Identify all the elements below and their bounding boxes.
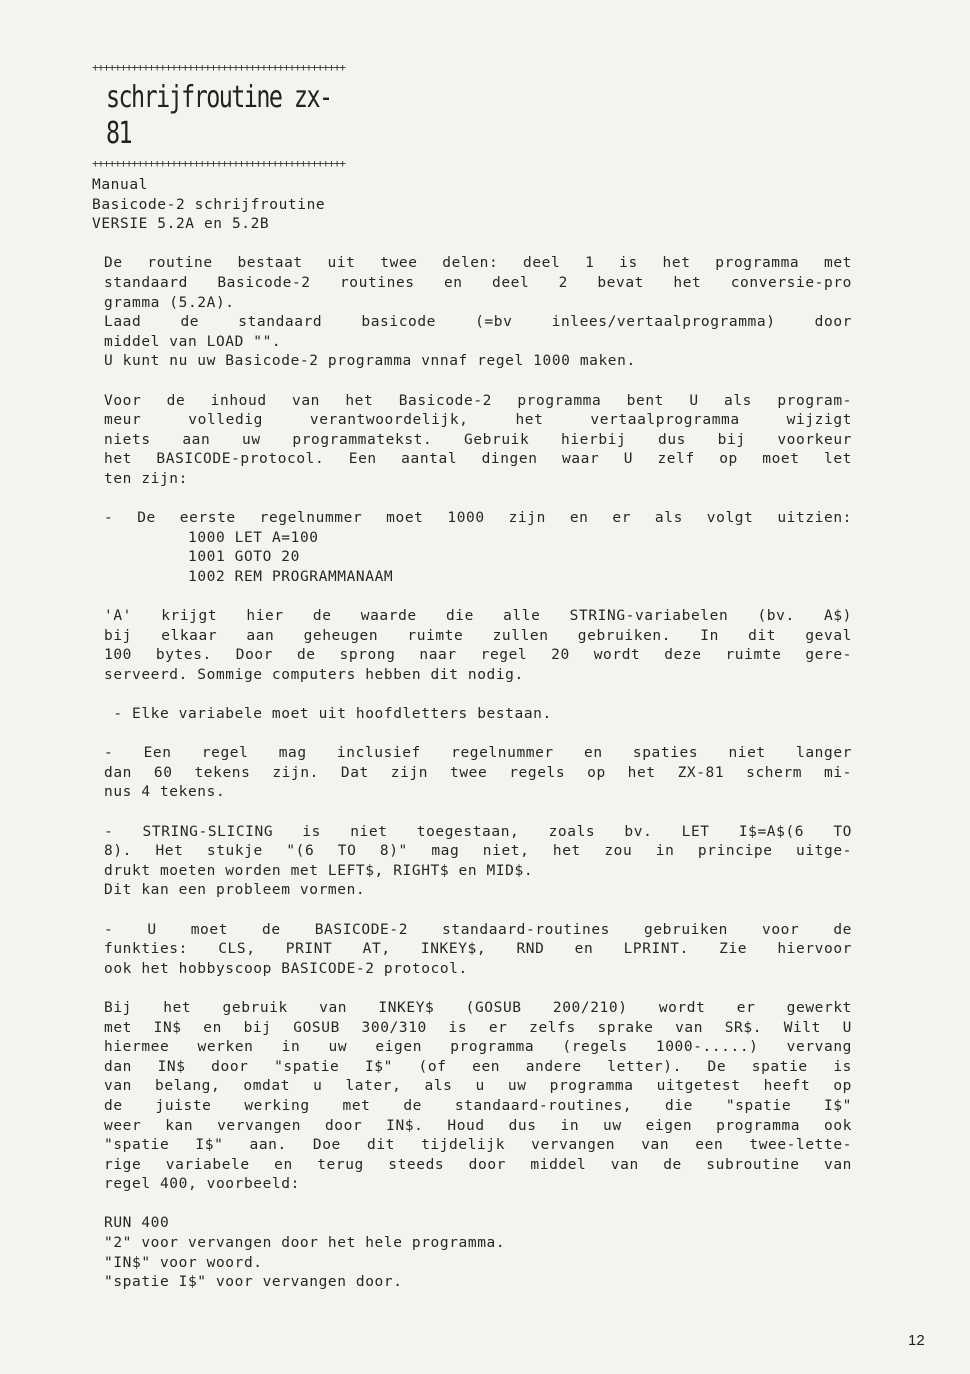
text-line: "2" voor vervangen door het hele programma. (104, 1235, 506, 1252)
blank-line (92, 490, 852, 510)
text-line: - Een regel mag inclusief regelnummer en spaties niet langer (104, 745, 852, 762)
text-line: - STRING-SLICING is niet toegestaan, zoals bv. LET I$=A$(6 TO (104, 823, 852, 840)
text-line: - De eerste regelnummer moet 1000 zijn en er als volgt uitzien: (104, 510, 852, 527)
text-line: rige variabele en terug steeds door middel van de subroutine van (104, 1156, 852, 1173)
blank-line (92, 235, 852, 255)
text-line: bij elkaar aan geheugen ruimte zullen gebruiken. In dit geval (104, 627, 852, 644)
text-line: dan IN$ door "spatie I$" (of een andere letter). De spatie is (104, 1058, 852, 1075)
blank-line (92, 901, 852, 921)
text-line: 1002 REM PROGRAMMANAAM (188, 568, 394, 585)
text-line: 100 bytes. Door de sprong naar regel 20 wordt deze ruimte gere- (104, 647, 852, 664)
text-line: middel van LOAD "". (104, 333, 282, 350)
text-line: 'A' krijgt hier de waarde die alle STRING-variabelen (bv. A$) (104, 608, 852, 625)
blank-line (92, 587, 852, 607)
text-line: "spatie I$" aan. Doe dit tijdelijk vervangen van een twee-lette- (104, 1137, 852, 1154)
text-line: U kunt nu uw Basicode-2 programma vnnaf regel 1000 maken. (104, 353, 636, 370)
text-line: de juiste werking met de standaard-routines, die "spatie I$" (104, 1097, 852, 1114)
text-line: nus 4 tekens. (104, 784, 226, 801)
text-line: "IN$" voor woord. (104, 1254, 263, 1271)
text-line: - Elke variabele moet uit hoofdletters bestaan. (104, 706, 552, 723)
text-line: Bij het gebruik van INKEY$ (GOSUB 200/210) wordt er gewerkt (104, 999, 852, 1016)
page-number: 12 (908, 1332, 925, 1349)
text-line: niets aan uw programmatekst. Gebruik hierbij dus bij voorkeur (104, 431, 852, 448)
text-line: RUN 400 (104, 1215, 170, 1232)
text-line: "spatie I$" voor vervangen door. (104, 1274, 403, 1291)
blank-line (92, 725, 852, 745)
text-line: regel 400, voorbeeld: (104, 1176, 300, 1193)
text-line: met IN$ en bij GOSUB 300/310 is er zelfs sprake van SR$. Wilt U (104, 1019, 852, 1036)
text-line: weer kan vervangen door IN$. Houd dus in uw eigen programma ook (104, 1117, 852, 1134)
text-line: serveerd. Sommige computers hebben dit nodig. (104, 666, 524, 683)
text-line: Manual (92, 177, 148, 193)
text-line: Laad de standaard basicode (=bv inlees/vertaalprogramma) door (104, 314, 852, 331)
text-line: VERSIE 5.2A en 5.2B (92, 216, 270, 233)
text-line: Basicode-2 schrijfroutine (92, 196, 326, 213)
text-line: het BASICODE-protocol. Een aantal dingen waar U zelf op moet let (104, 451, 852, 468)
text-line: 8). Het stukje "(6 TO 8)" mag niet, het zou in principe uitge- (104, 843, 852, 860)
blank-line (92, 1195, 852, 1215)
text-line: gramma (5.2A). (104, 294, 235, 311)
title-rule-bottom: +++++++++++++++++++++++++++++++++++++++++++++ (92, 158, 346, 170)
document-title: schrijfroutine zx-81 (106, 80, 332, 151)
text-line: standaard Basicode-2 routines en deel 2 bevat het conversie-pro (104, 274, 852, 291)
title-block (92, 62, 422, 170)
blank-line (92, 979, 852, 999)
text-line: 1000 LET A=100 (188, 529, 319, 546)
text-line: 1001 GOTO 20 (188, 549, 300, 566)
text-line: Voor de inhoud van het Basicode-2 programma bent U als program- (104, 392, 852, 409)
text-line: ten zijn: (104, 470, 188, 487)
text-line: meur volledig verantwoordelijk, het vertaalprogramma wijzigt (104, 412, 852, 429)
document-body (92, 176, 852, 1293)
text-line: De routine bestaat uit twee delen: deel 1 is het programma met (104, 255, 852, 272)
text-line: - U moet de BASICODE-2 standaard-routines gebruiken voor de (104, 921, 852, 938)
text-line: ook het hobbyscoop BASICODE-2 protocol. (104, 960, 468, 977)
text-line: Dit kan een probleem vormen. (104, 882, 366, 899)
blank-line (92, 685, 852, 705)
text-line: dan 60 tekens zijn. Dat zijn twee regels op het ZX-81 scherm mi- (104, 764, 852, 781)
blank-line (92, 803, 852, 823)
title-rule-top: +++++++++++++++++++++++++++++++++++++++++++++ (92, 62, 346, 74)
text-line: hiermee werken in uw eigen programma (regels 1000-.....) vervang (104, 1039, 852, 1056)
text-line: drukt moeten worden met LEFT$, RIGHT$ en MID$. (104, 862, 534, 879)
blank-line (92, 372, 852, 392)
text-line: funkties: CLS, PRINT AT, INKEY$, RND en LPRINT. Zie hiervoor (104, 941, 852, 958)
text-line: van belang, omdat u later, als u uw programma uitgetest heeft op (104, 1078, 852, 1095)
